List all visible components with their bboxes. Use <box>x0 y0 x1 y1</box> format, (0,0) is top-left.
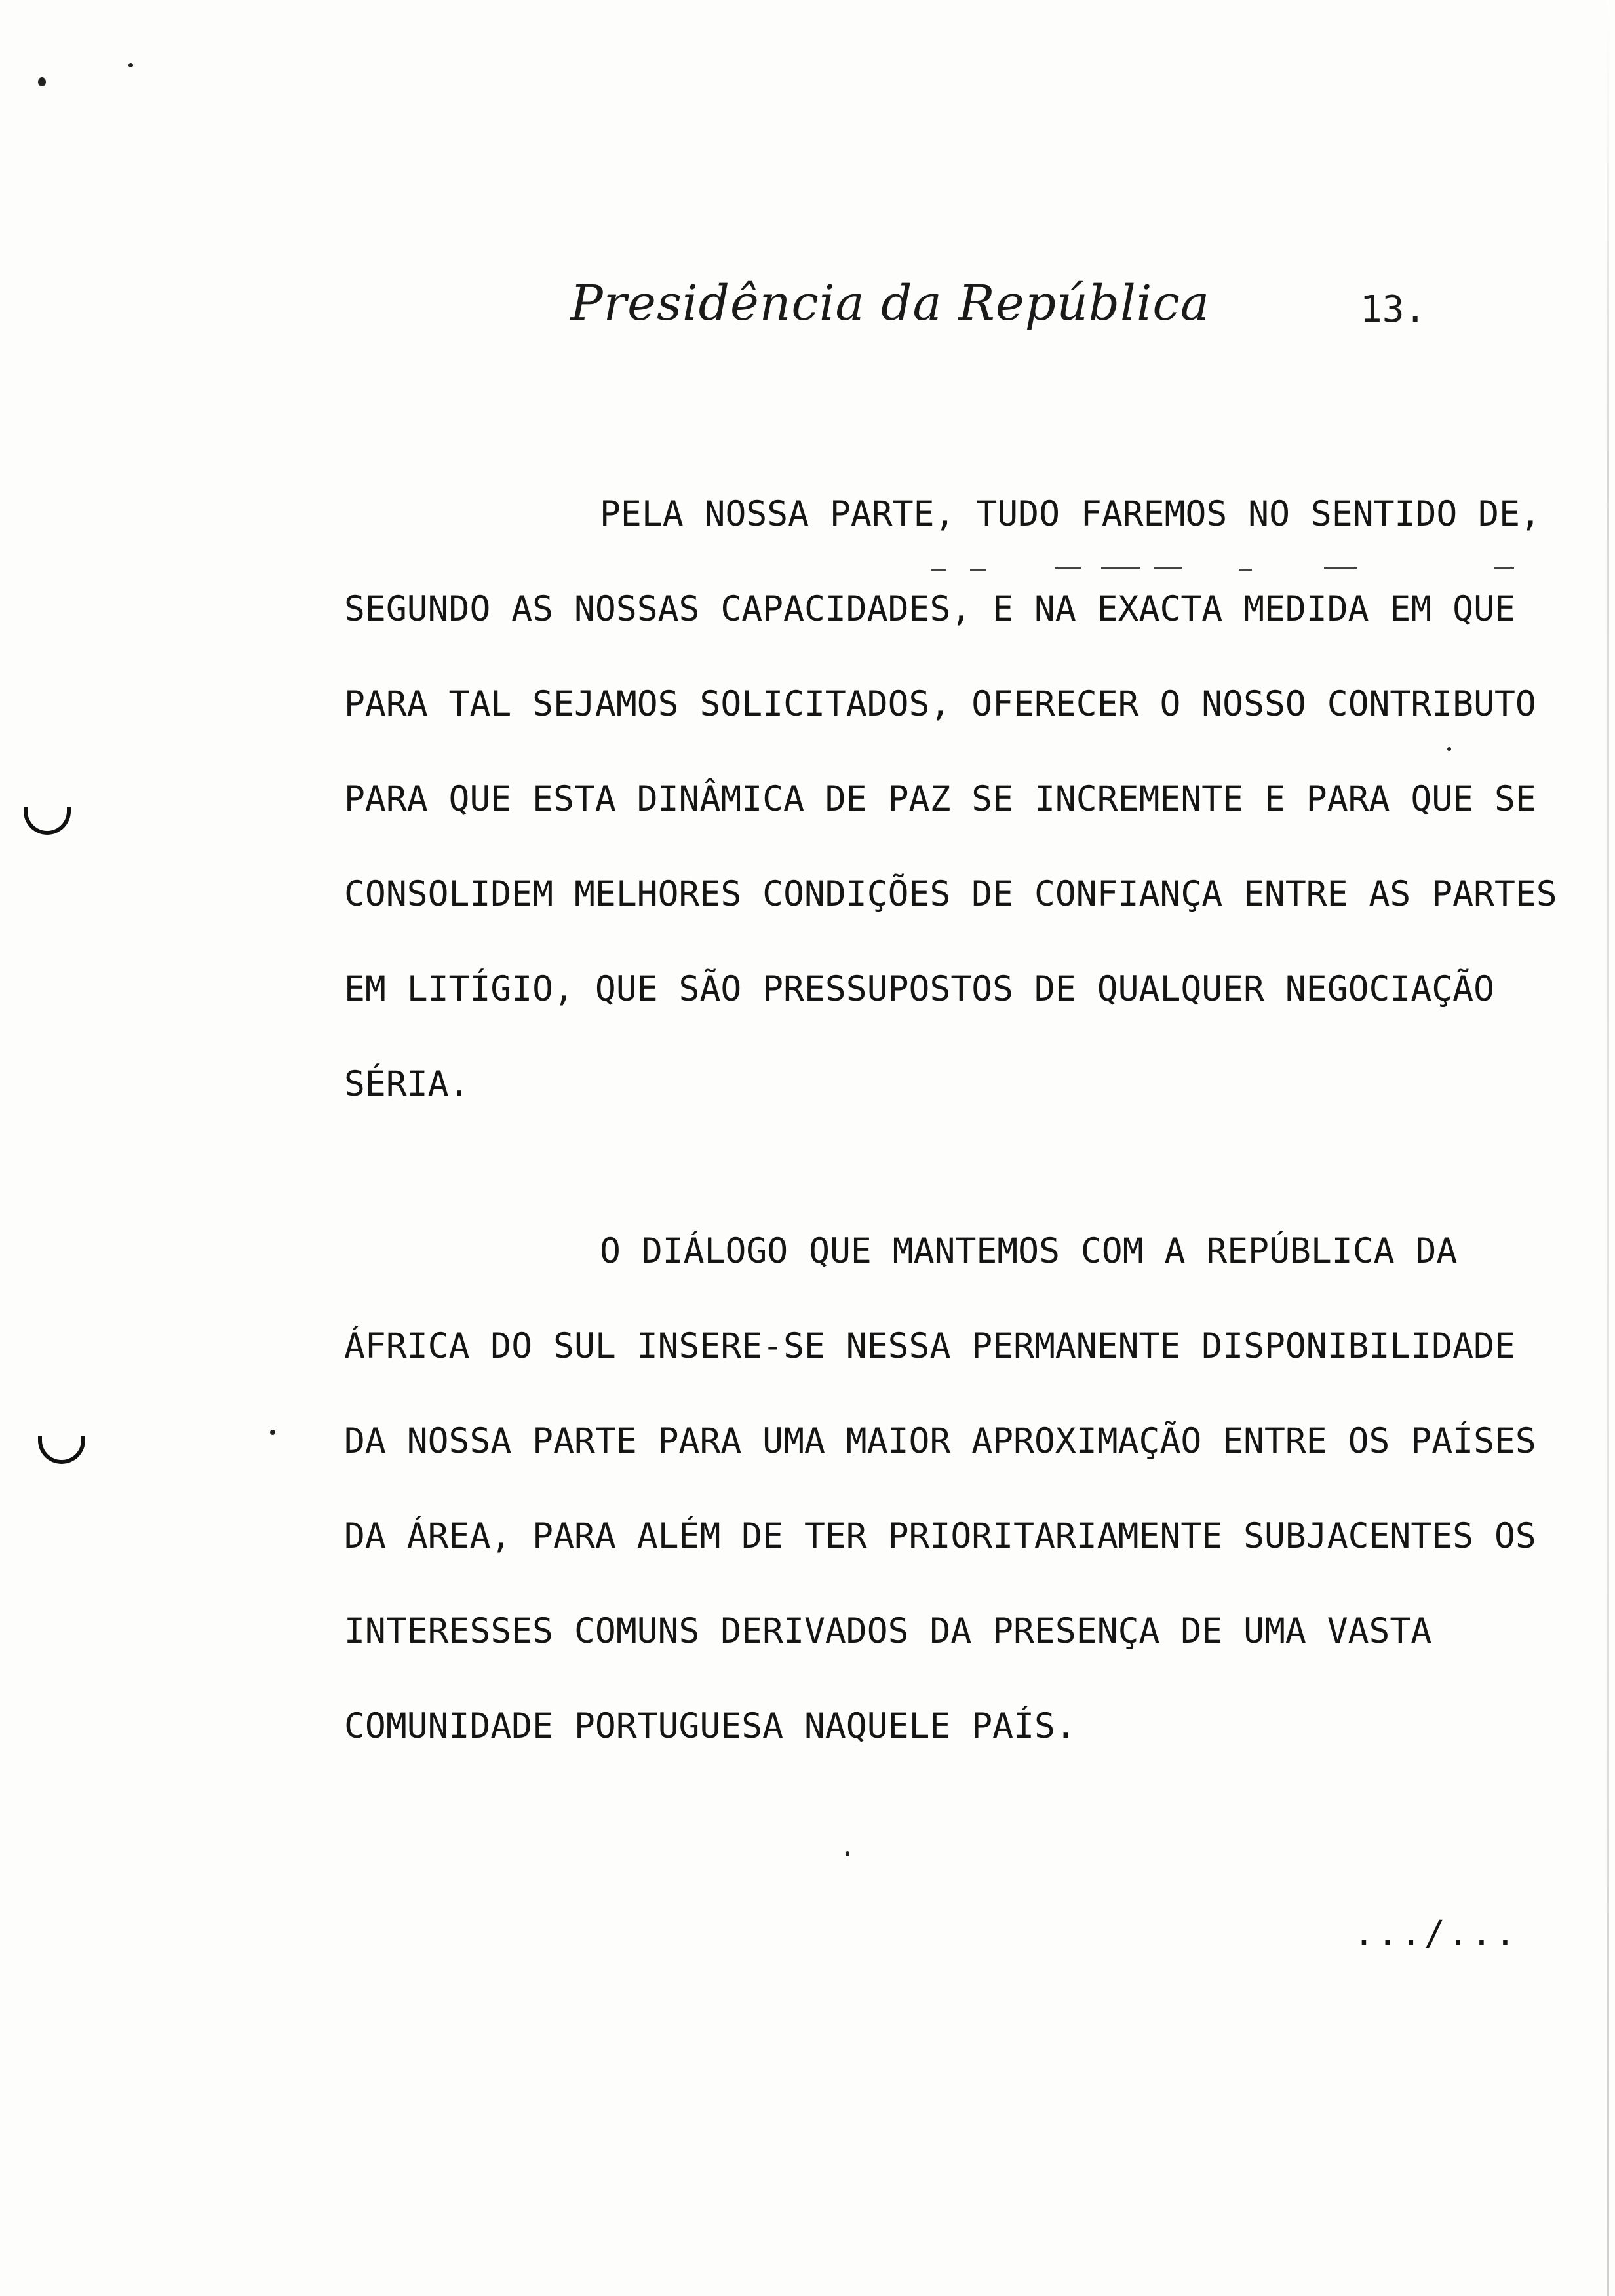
paragraph-2-line-6: COMUNIDADE PORTUGUESA NAQUELE PAÍS. <box>344 1706 1076 1746</box>
paragraph-1-line-3: PARA TAL SEJAMOS SOLICITADOS, OFERECER O NOSSO CONTRIBUTO <box>344 684 1536 724</box>
scan-speck <box>1447 747 1451 751</box>
paragraph-1-line-2: SEGUNDO AS NOSSAS CAPACIDADES, E NA EXACTA MEDIDA EM QUE <box>344 589 1515 629</box>
scan-dash <box>1154 567 1182 569</box>
paragraph-1-line-7: SÉRIA. <box>344 1064 470 1104</box>
scan-dash <box>1239 569 1252 571</box>
scan-dash <box>931 569 946 571</box>
punch-hole-mark <box>38 1436 85 1464</box>
scan-dash <box>970 569 986 571</box>
paragraph-2-line-4: DA ÁREA, PARA ALÉM DE TER PRIORITARIAMENTE SUBJACENTES OS <box>344 1516 1536 1556</box>
paragraph-2-line-1: O DIÁLOGO QUE MANTEMOS COM A REPÚBLICA DA <box>600 1231 1458 1271</box>
punch-hole-mark <box>24 807 71 835</box>
letterhead-title: Presidência da República <box>570 275 1210 332</box>
scan-speck <box>846 1851 849 1856</box>
paragraph-1-line-1: PELA NOSSA PARTE, TUDO FAREMOS NO SENTIDO DE, <box>600 494 1541 534</box>
scan-speck <box>128 63 133 67</box>
paragraph-2-line-3: DA NOSSA PARTE PARA UMA MAIOR APROXIMAÇÃO ENTRE OS PAÍSES <box>344 1421 1536 1461</box>
paragraph-1-line-6: EM LITÍGIO, QUE SÃO PRESSUPOSTOS DE QUALQUER NEGOCIAÇÃO <box>344 969 1494 1009</box>
paragraph-2-line-5: INTERESSES COMUNS DERIVADOS DA PRESENÇA DE UMA VASTA <box>344 1611 1432 1651</box>
scan-dash <box>1101 567 1140 569</box>
paragraph-1-line-4: PARA QUE ESTA DINÂMICA DE PAZ SE INCREMENTE E PARA QUE SE <box>344 779 1536 819</box>
scan-speck <box>270 1430 275 1435</box>
paragraph-2-line-2: ÁFRICA DO SUL INSERE-SE NESSA PERMANENTE DISPONIBILIDADE <box>344 1326 1515 1366</box>
scan-dash <box>1055 567 1081 569</box>
paragraph-1-line-5: CONSOLIDEM MELHORES CONDIÇÕES DE CONFIANÇA ENTRE AS PARTES <box>344 874 1557 914</box>
page-edge-shadow <box>1607 0 1609 2296</box>
scan-dash <box>1324 567 1357 569</box>
scan-speck <box>38 77 46 86</box>
continuation-mark: .../... <box>1353 1913 1519 1953</box>
page-number: 13. <box>1360 288 1427 331</box>
scan-dash <box>1494 567 1514 569</box>
